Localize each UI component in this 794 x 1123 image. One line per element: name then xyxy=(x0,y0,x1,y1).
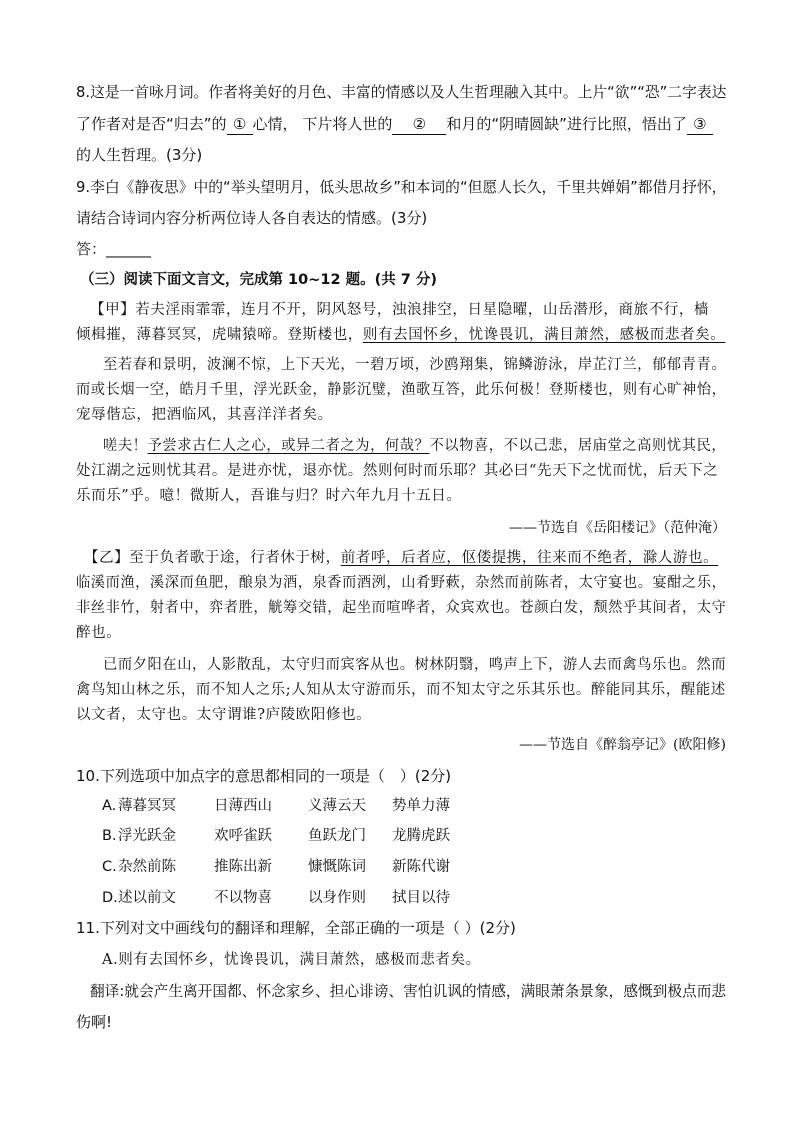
jia-source: ——节选自《岳阳楼记》（范仲淹） xyxy=(509,520,726,536)
option-item: 拭目以待 xyxy=(392,890,450,906)
jia-p1-line-2 xyxy=(76,325,725,345)
option-item: 欢呼雀跃 xyxy=(214,828,272,844)
q9-answer-blank[interactable]: ______ xyxy=(106,240,152,258)
jia-p3-line-1 xyxy=(103,436,726,456)
yi-p1-line-3: 非丝非竹，射者中，弈者胜，觥筹交错，起坐而喧哗者，众宾欢也。苍颜白发，颓然乎其间者，太守 xyxy=(76,600,727,616)
option-label: A. xyxy=(102,798,117,814)
q11-stem: 11.下列对文中画线句的翻译和理解，全部正确的一项是（ ）(2分) xyxy=(76,919,516,937)
option-item: 不以物喜 xyxy=(214,890,272,906)
q11-translation-line-2: 伤啊! xyxy=(76,1013,113,1031)
yi-p2-line-1: 已而夕阳在山，人影散乱，太守归而宾客从也。树林阴翳，鸣声上下，游人去而禽鸟乐也。然而 xyxy=(103,657,727,673)
yi-source: ——节选自《醉翁亭记》(欧阳修) xyxy=(519,737,726,753)
q8-line-2 xyxy=(76,114,713,135)
option-item: 浮光跃金 xyxy=(118,828,176,844)
option-label: B. xyxy=(102,828,117,844)
q8-line-1: 8.这是一首咏月词。作者将美好的月色、丰富的情感以及人生哲理融入其中。上片“欲”“恐”二字表达 xyxy=(76,83,727,101)
yi-underlined-sentence: 前者呼，后者应，伛偻提携，往来而不绝者，滁人游也。 xyxy=(340,550,719,566)
yi-p1-text: 【乙】至于负者歌于途，行者休于树， xyxy=(84,550,341,566)
q9-line-2: 请结合诗词内容分析两位诗人各自表达的情感。(3分) xyxy=(76,209,428,227)
q9-line-1: 9.李白《静夜思》中的“举头望明月，低头思故乡”和本词的“但愿人长久，千里共婵娟”都借月抒怀， xyxy=(76,178,727,196)
option-label: D. xyxy=(102,890,118,906)
q11-translation-line-1: 翻译:就会产生离开国都、怀念家乡、担心诽谤、害怕讥讽的情感，满眼萧条景象，感慨到极点而悲 xyxy=(90,982,727,1000)
q8-text-a: 了作者对是否“归去”的 xyxy=(76,115,227,133)
yi-p1-line-1 xyxy=(84,548,718,568)
jia-p1-line-1: 【甲】若夫淫雨霏霏，连月不开，阴风怒号，浊浪排空，日星隐曜，山岳潜形，商旅不行，樯 xyxy=(90,302,710,318)
q10-stem: 10.下列选项中加点字的意思都相同的一项是（ ）(2分) xyxy=(76,767,452,785)
q11-option-a[interactable]: A.则有去国怀乡，忧谗畏讥，满目萧然，感极而悲者矣。 xyxy=(102,952,481,968)
jia-p3-underlined: 予尝求古仁人之心，或异二者之为，何哉？ xyxy=(147,438,430,454)
option-item: 以身作则 xyxy=(308,890,366,906)
jia-underlined-sentence: 则有去国怀乡，忧谗畏讥，满目萧然，感极而悲者矣。 xyxy=(362,327,726,343)
option-label: C. xyxy=(102,859,117,875)
q8-line-3: 的人生哲理。(3分) xyxy=(76,146,203,164)
option-item: 慷慨陈词 xyxy=(308,859,366,875)
q9-answer-label: 答： xyxy=(76,240,107,258)
jia-p1-text: 倾楫摧，薄暮冥冥，虎啸猿啼。登斯楼也， xyxy=(76,327,363,343)
option-item: 新陈代谢 xyxy=(392,859,450,875)
option-item: 龙腾虎跃 xyxy=(392,828,450,844)
jia-p3-text-b: 不以物喜，不以己悲，居庙堂之高则忧其民， xyxy=(429,438,727,454)
jia-p2-line-2: 而或长烟一空，皓月千里，浮光跃金，静影沉璧，渔歌互答，此乐何极！登斯楼也，则有心旷神怡， xyxy=(76,382,727,398)
q9-answer xyxy=(76,239,151,259)
option-item: 述以前文 xyxy=(118,890,176,906)
option-item: 薄暮冥冥 xyxy=(118,798,176,814)
jia-p3-text-a: 嗟夫！ xyxy=(103,438,148,454)
q8-blank-1[interactable]: ① xyxy=(227,114,253,135)
jia-p2-line-1: 至若春和景明，波澜不惊，上下天光，一碧万顷，沙鸥翔集，锦鳞游泳，岸芷汀兰，郁郁青青。 xyxy=(103,357,727,373)
yi-p1-line-4: 醉也。 xyxy=(76,625,122,641)
yi-p2-line-2: 禽鸟知山林之乐，而不知人之乐;人知从太守游而乐，而不知太守之乐其乐也。醉能同其乐，醒能述 xyxy=(76,682,726,698)
q8-text-b: 心情， 下片将人世的 xyxy=(252,115,393,133)
jia-p2-line-3: 宠辱偕忘，把酒临风，其喜洋洋者矣。 xyxy=(76,407,333,423)
yi-p2-line-3: 以文者，太守也。太守谓谁?庐陵欧阳修也。 xyxy=(76,707,372,723)
q8-blank-2[interactable]: ② xyxy=(392,114,446,135)
option-item: 日薄西山 xyxy=(214,798,272,814)
yi-p1-line-2: 临溪而渔，溪深而鱼肥，酿泉为酒，泉香而酒洌，山肴野蔌，杂然而前陈者，太守宴也。宴酣之乐， xyxy=(76,575,727,591)
q8-blank-3[interactable]: ③ xyxy=(687,114,713,135)
jia-p3-line-2: 处江湖之远则忧其君。是进亦忧，退亦忧。然则何时而乐耶？其必曰“先天下之忧而忧，后天下之 xyxy=(76,463,719,479)
option-item: 推陈出新 xyxy=(214,859,272,875)
option-item: 杂然前陈 xyxy=(118,859,176,875)
jia-p3-line-3: 乐而乐”乎。噫！微斯人，吾谁与归？时六年九月十五日。 xyxy=(76,488,462,504)
option-item: 鱼跃龙门 xyxy=(308,828,366,844)
q8-text-c: 和月的“阴晴圆缺”进行比照，悟出了 xyxy=(446,115,687,133)
option-item: 义薄云天 xyxy=(308,798,366,814)
option-item: 势单力薄 xyxy=(392,798,450,814)
section-3-heading: （三）阅读下面文言文，完成第 10~12 题。(共 7 分) xyxy=(80,272,438,288)
